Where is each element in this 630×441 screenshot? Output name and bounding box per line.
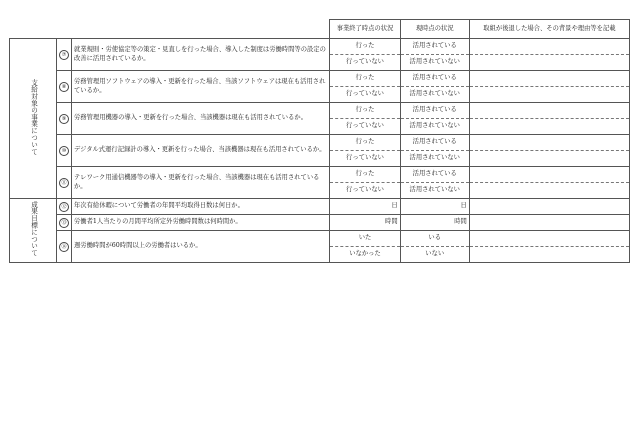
item-8-current-yes[interactable]: 活用されている bbox=[400, 71, 469, 87]
header-blank-cell bbox=[10, 20, 330, 39]
item-14-row-yes bbox=[10, 231, 630, 247]
item-9-question: 労務管理用機器の導入・更新を行った場合、当該機器は現在も活用されているか。 bbox=[72, 103, 330, 135]
item-12-row bbox=[10, 199, 630, 215]
item-8-number: ⑧ bbox=[59, 82, 69, 92]
item-11-number: ⑪ bbox=[59, 178, 69, 188]
item-12-number-cell bbox=[57, 199, 72, 215]
item-11-current-no[interactable]: 活用されていない bbox=[400, 183, 469, 199]
header-current-status: 現時点の状況 bbox=[400, 20, 469, 39]
item-7-number-cell bbox=[57, 39, 72, 71]
item-7-end-yes[interactable]: 行った bbox=[330, 39, 400, 55]
item-8-number-cell bbox=[57, 71, 72, 103]
item-13-question: 労働者1人当たりの月間平均所定外労働時間数は何時間か。 bbox=[72, 215, 330, 231]
header-row bbox=[10, 20, 630, 39]
item-11-question: テレワーク用通信機器等の導入・更新を行った場合、当該機器は現在も活用されているか。 bbox=[72, 167, 330, 199]
item-8-row-yes bbox=[10, 71, 630, 87]
item-14-note-no[interactable] bbox=[469, 247, 629, 263]
item-12-note[interactable] bbox=[469, 199, 629, 215]
item-10-end-no[interactable]: 行っていない bbox=[330, 151, 400, 167]
item-10-end-yes[interactable]: 行った bbox=[330, 135, 400, 151]
item-10-note-yes[interactable] bbox=[469, 135, 629, 151]
item-9-row-yes bbox=[10, 103, 630, 119]
item-10-current-yes[interactable]: 活用されている bbox=[400, 135, 469, 151]
item-11-number-cell bbox=[57, 167, 72, 199]
item-13-number: ⑬ bbox=[59, 218, 69, 228]
item-7-note-yes[interactable] bbox=[469, 39, 629, 55]
item-11-note-no[interactable] bbox=[469, 183, 629, 199]
item-11-row-yes bbox=[10, 167, 630, 183]
item-9-number-cell bbox=[57, 103, 72, 135]
item-10-question: デジタル式運行記録計の導入・更新を行った場合、当該機器は現在も活用されているか。 bbox=[72, 135, 330, 167]
header-note: 取組が後退した場合、その背景や理由等を記載 bbox=[469, 20, 629, 39]
item-9-note-yes[interactable] bbox=[469, 103, 629, 119]
item-12-current-days[interactable]: 日 bbox=[400, 199, 469, 215]
item-7-end-no[interactable]: 行っていない bbox=[330, 55, 400, 71]
item-12-question: 年次有給休暇について労働者の年間平均取得日数は何日か。 bbox=[72, 199, 330, 215]
item-14-note-yes[interactable] bbox=[469, 231, 629, 247]
item-8-end-no[interactable]: 行っていない bbox=[330, 87, 400, 103]
item-7-note-no[interactable] bbox=[469, 55, 629, 71]
item-14-current-no[interactable]: いない bbox=[400, 247, 469, 263]
item-9-note-no[interactable] bbox=[469, 119, 629, 135]
item-11-end-yes[interactable]: 行った bbox=[330, 167, 400, 183]
item-14-number-cell bbox=[57, 231, 72, 263]
item-9-current-yes[interactable]: 活用されている bbox=[400, 103, 469, 119]
item-9-number: ⑨ bbox=[59, 114, 69, 124]
survey-form-table bbox=[9, 19, 630, 263]
section-outcome-text: 成果目標について bbox=[29, 201, 38, 257]
item-14-current-yes[interactable]: いる bbox=[400, 231, 469, 247]
item-10-current-no[interactable]: 活用されていない bbox=[400, 151, 469, 167]
item-9-end-no[interactable]: 行っていない bbox=[330, 119, 400, 135]
section-support-text: 支給対象の事業について bbox=[29, 78, 38, 155]
item-8-note-no[interactable] bbox=[469, 87, 629, 103]
item-14-number: ⑭ bbox=[59, 242, 69, 252]
item-7-question: 就業規則・労使協定等の策定・見直しを行った場合、導入した制度は労働時間等の設定の改善に活用されているか。 bbox=[72, 39, 330, 71]
item-9-end-yes[interactable]: 行った bbox=[330, 103, 400, 119]
item-14-question: 週労働時間が60時間以上の労働者はいるか。 bbox=[72, 231, 330, 263]
item-8-note-yes[interactable] bbox=[469, 71, 629, 87]
item-10-note-no[interactable] bbox=[469, 151, 629, 167]
item-13-end-hours[interactable]: 時間 bbox=[330, 215, 400, 231]
item-11-note-yes[interactable] bbox=[469, 167, 629, 183]
item-13-number-cell bbox=[57, 215, 72, 231]
item-8-end-yes[interactable]: 行った bbox=[330, 71, 400, 87]
item-8-current-no[interactable]: 活用されていない bbox=[400, 87, 469, 103]
item-10-row-yes bbox=[10, 135, 630, 151]
item-12-number: ⑫ bbox=[59, 202, 69, 212]
item-12-end-days[interactable]: 日 bbox=[330, 199, 400, 215]
section-support-label bbox=[10, 39, 57, 199]
header-end-status: 事業終了時点の状況 bbox=[330, 20, 400, 39]
item-11-end-no[interactable]: 行っていない bbox=[330, 183, 400, 199]
item-7-number: ⑦ bbox=[59, 50, 69, 60]
item-10-number-cell bbox=[57, 135, 72, 167]
item-7-row-yes bbox=[10, 39, 630, 55]
item-10-number: ⑩ bbox=[59, 146, 69, 156]
item-14-end-yes[interactable]: いた bbox=[330, 231, 400, 247]
item-11-current-yes[interactable]: 活用されている bbox=[400, 167, 469, 183]
item-9-current-no[interactable]: 活用されていない bbox=[400, 119, 469, 135]
item-7-current-no[interactable]: 活用されていない bbox=[400, 55, 469, 71]
item-14-end-no[interactable]: いなかった bbox=[330, 247, 400, 263]
item-13-current-hours[interactable]: 時間 bbox=[400, 215, 469, 231]
item-13-row bbox=[10, 215, 630, 231]
item-8-question: 労務管理用ソフトウェアの導入・更新を行った場合、当該ソフトウェアは現在も活用されているか。 bbox=[72, 71, 330, 103]
item-7-current-yes[interactable]: 活用されている bbox=[400, 39, 469, 55]
item-13-note[interactable] bbox=[469, 215, 629, 231]
section-outcome-label bbox=[10, 199, 57, 263]
